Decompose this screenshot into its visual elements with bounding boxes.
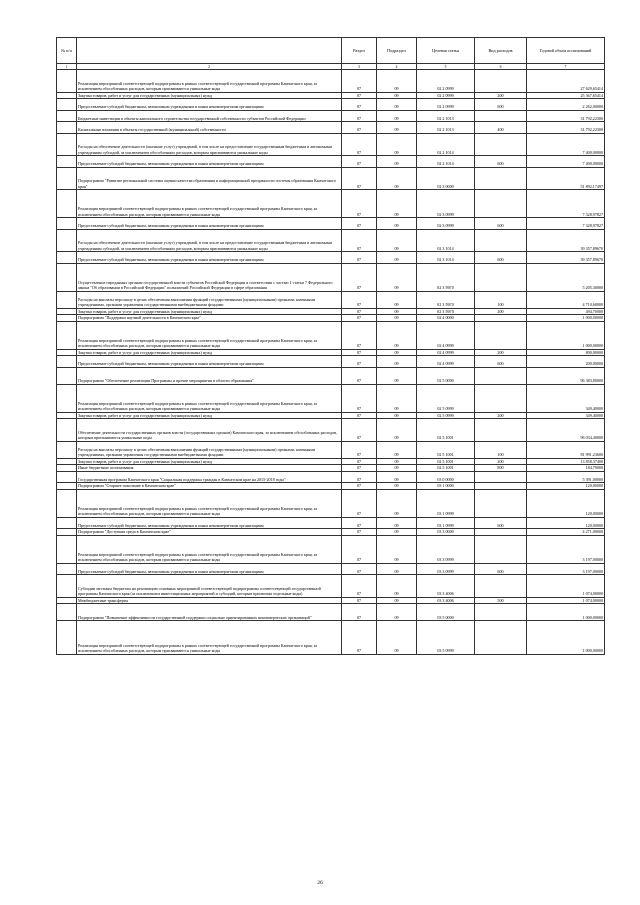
budget-table: [56, 37, 605, 655]
target-article-cell: 03 3 0000: [417, 529, 475, 536]
row-number-cell: [57, 604, 77, 621]
target-article-cell: 03 3 0999: [417, 563, 475, 575]
table-row: [57, 263, 605, 291]
table-row: [57, 291, 605, 308]
amount-cell: 96 034,40000: [527, 419, 605, 442]
razdel-cell: 07: [342, 190, 377, 218]
table-row: [57, 419, 605, 442]
header-name: [77, 38, 342, 64]
row-number-cell: [57, 291, 77, 308]
razdel-cell: 07: [342, 597, 377, 604]
row-number-cell: [57, 263, 77, 291]
razdel-cell: 07: [342, 575, 377, 598]
amount-cell: 7 328,97827: [527, 190, 605, 218]
table-row: [57, 252, 605, 264]
expense-name-cell: Предоставление субсидий бюджетным, автономным учреждениям и иным некоммерческим организациям: [77, 563, 342, 575]
expense-type-cell: [475, 384, 527, 412]
expense-name-cell: Подпрограмма "Развитие региональной системы оценки качества образования и информационной прозрачности системы образования Камчатского края": [77, 167, 342, 190]
table-body: [57, 70, 605, 655]
target-article-cell: 02 5 1001: [417, 419, 475, 442]
podrazdel-cell: 09: [377, 133, 417, 156]
row-number-cell: [57, 517, 77, 529]
amount-cell: 120,00000: [527, 517, 605, 529]
table-row: [57, 489, 605, 517]
expense-name-cell: Капитальные вложения в объекты государственной (муниципальной) собственности: [77, 122, 342, 134]
expense-name-cell: Расходы на выплаты персоналу в целях обеспечения выполнения функций государственными (муниципальными) органами, казенными учреждениями, органами управления государственными внебюджетными фондами: [77, 441, 342, 458]
table-row: [57, 133, 605, 156]
expense-type-cell: 400: [475, 122, 527, 134]
razdel-cell: 07: [342, 465, 377, 472]
amount-cell: 5 205,30000: [527, 263, 605, 291]
page-number: 26: [317, 880, 323, 886]
target-article-cell: 03 0 0000: [417, 471, 475, 483]
podrazdel-cell: 09: [377, 356, 417, 368]
podrazdel-cell: 09: [377, 263, 417, 291]
amount-cell: 13 858,37400: [527, 458, 605, 465]
expense-name-cell: Подпрограмма "Обеспечение реализации Программы и прочие мероприятия в области образования": [77, 367, 342, 384]
podrazdel-cell: 09: [377, 99, 417, 111]
podrazdel-cell: 09: [377, 517, 417, 529]
razdel-cell: 07: [342, 229, 377, 252]
column-number: 5: [417, 64, 475, 70]
row-number-cell: [57, 252, 77, 264]
podrazdel-cell: 09: [377, 349, 417, 356]
razdel-cell: 07: [342, 92, 377, 99]
target-article-cell: 02 2 0999: [417, 70, 475, 93]
target-article-cell: 02 5 0999: [417, 384, 475, 412]
table-row: [57, 70, 605, 93]
target-article-cell: 03 1 0999: [417, 517, 475, 529]
expense-name-cell: Обеспечение деятельности государственных органов власти (государственных органов) Камчатского края, за исключением обособленных расходов, которым присваиваются уникальные коды: [77, 419, 342, 442]
amount-cell: 200,00000: [527, 356, 605, 368]
expense-name-cell: Предоставление субсидий бюджетным, автономным учреждениям и иным некоммерческим организациям: [77, 517, 342, 529]
expense-name-cell: Предоставление субсидий бюджетным, автономным учреждениям и иным некоммерческим организациям: [77, 156, 342, 168]
razdel-cell: 07: [342, 99, 377, 111]
expense-type-cell: [475, 70, 527, 93]
target-article-cell: 02 2 0999: [417, 92, 475, 99]
razdel-cell: 07: [342, 252, 377, 264]
expense-name-cell: Закупка товаров, работ и услуг для государственных (муниципальных) нужд: [77, 412, 342, 419]
podrazdel-cell: 09: [377, 597, 417, 604]
row-number-cell: [57, 384, 77, 412]
row-number-cell: [57, 156, 77, 168]
table-row: [57, 190, 605, 218]
expense-name-cell: Закупка товаров, работ и услуг для государственных (муниципальных) нужд: [77, 308, 342, 315]
expense-type-cell: 100: [475, 441, 527, 458]
expense-name-cell: Реализация мероприятий соответствующей подпрограммы в рамках соответствующей государственной программы Камчатского края, за исключением обособленных расходов, которым присваиваются уникальные коды: [77, 70, 342, 93]
expense-type-cell: 200: [475, 92, 527, 99]
razdel-cell: 07: [342, 517, 377, 529]
razdel-cell: 07: [342, 535, 377, 563]
target-article-cell: 02 2 1014: [417, 133, 475, 156]
row-number-cell: [57, 122, 77, 134]
podrazdel-cell: 09: [377, 529, 417, 536]
row-number-cell: [57, 563, 77, 575]
target-article-cell: 02 3 1014: [417, 229, 475, 252]
razdel-cell: 07: [342, 349, 377, 356]
target-article-cell: 03 1 0999: [417, 489, 475, 517]
target-article-cell: 03 3 4006: [417, 575, 475, 598]
row-number-cell: [57, 367, 77, 384]
razdel-cell: 07: [342, 263, 377, 291]
podrazdel-cell: 09: [377, 563, 417, 575]
expense-type-cell: 800: [475, 465, 527, 472]
table-row: [57, 384, 605, 412]
target-article-cell: 03 3 0999: [417, 535, 475, 563]
target-article-cell: 02 4 0999: [417, 321, 475, 349]
expense-type-cell: [475, 604, 527, 621]
column-number: 4: [377, 64, 417, 70]
expense-name-cell: Расходы на обеспечение деятельности (оказание услуг) учреждений, в том числе на предоставление государственным бюджетным и автономным учреждениям субсидий, за исключением обособленных расходов, которым присваиваются уникальные коды: [77, 229, 342, 252]
expense-name-cell: Расходы на выплаты персоналу в целях обеспечения выполнения функций государственными (муниципальными) органами, казенными учреждениями, органами управления государственными внебюджетными фондами: [77, 291, 342, 308]
row-number-cell: [57, 321, 77, 349]
row-number-cell: [57, 471, 77, 483]
amount-cell: 7 400,00000: [527, 133, 605, 156]
row-number-cell: [57, 133, 77, 156]
row-number-cell: [57, 167, 77, 190]
expense-name-cell: Государственная программа Камчатского края "Социальная поддержка граждан в Камчатском крае на 2015-2018 годы": [77, 471, 342, 483]
podrazdel-cell: 09: [377, 441, 417, 458]
razdel-cell: 07: [342, 458, 377, 465]
table-row: [57, 575, 605, 598]
expense-name-cell: Реализация мероприятий соответствующей подпрограммы в рамках соответствующей государственной программы Камчатского края, за исключением обособленных расходов, которым присваиваются уникальные коды: [77, 190, 342, 218]
expense-type-cell: 600: [475, 563, 527, 575]
expense-name-cell: Предоставление субсидий бюджетным, автономным учреждениям и иным некоммерческим организациям: [77, 218, 342, 230]
table-row: [57, 367, 605, 384]
podrazdel-cell: 09: [377, 483, 417, 490]
razdel-cell: 07: [342, 529, 377, 536]
expense-type-cell: [475, 367, 527, 384]
target-article-cell: 02 3 59Г0: [417, 263, 475, 291]
razdel-cell: 07: [342, 70, 377, 93]
razdel-cell: 07: [342, 604, 377, 621]
header-annual-amount: Годовой объем ассигнований: [527, 38, 605, 64]
target-article-cell: 02 4 0000: [417, 315, 475, 322]
target-article-cell: 02 3 59Г0: [417, 308, 475, 315]
amount-cell: 1 000,00000: [527, 604, 605, 621]
expense-type-cell: 600: [475, 252, 527, 264]
podrazdel-cell: 09: [377, 122, 417, 134]
amount-cell: 120,00000: [527, 489, 605, 517]
amount-cell: 120,00000: [527, 483, 605, 490]
row-number-cell: [57, 218, 77, 230]
expense-name-cell: Расходы на обеспечение деятельности (оказание услуг) учреждений, в том числе на предоставление государственным бюджетным и автономным учреждениям субсидий, за исключением обособленных расходов, которым присваиваются уникальные коды: [77, 133, 342, 156]
expense-type-cell: [475, 471, 527, 483]
amount-cell: 5 391,00000: [527, 471, 605, 483]
target-article-cell: 02 2 1014: [417, 156, 475, 168]
razdel-cell: 07: [342, 384, 377, 412]
column-number: 1: [57, 64, 77, 70]
expense-name-cell: Межбюджетные трансферты: [77, 597, 342, 604]
expense-name-cell: Иные бюджетные ассигнования: [77, 465, 342, 472]
row-number-cell: [57, 229, 77, 252]
podrazdel-cell: 09: [377, 489, 417, 517]
amount-cell: 494,70000: [527, 308, 605, 315]
amount-cell: 27 629,65414: [527, 70, 605, 93]
razdel-cell: 07: [342, 315, 377, 322]
expense-type-cell: 100: [475, 291, 527, 308]
table-header-row: [57, 38, 605, 64]
target-article-cell: 03 1 0000: [417, 483, 475, 490]
expense-name-cell: Осуществление переданных органам государственной власти субъектов Российской Федерации в соответствии с частью 1 статьи 7 Федерального закона "Об образовании в Российской Федерации" полномочий Российской Федерации в сфере образования: [77, 263, 342, 291]
header-razdel: Раздел: [342, 38, 377, 64]
expense-name-cell: Подпрограмма "Доступная среда в Камчатском крае": [77, 529, 342, 536]
amount-cell: 1 074,00000: [527, 575, 605, 598]
table-row: [57, 356, 605, 368]
razdel-cell: 07: [342, 483, 377, 490]
amount-cell: 2 262,00000: [527, 99, 605, 111]
podrazdel-cell: 09: [377, 92, 417, 99]
row-number-cell: [57, 575, 77, 598]
expense-name-cell: Закупка товаров, работ и услуг для государственных (муниципальных) нужд: [77, 349, 342, 356]
target-article-cell: 02 5 0000: [417, 367, 475, 384]
amount-cell: 39 357,89670: [527, 252, 605, 264]
razdel-cell: 07: [342, 156, 377, 168]
header-target-article: Целевая статья: [417, 38, 475, 64]
row-number-cell: [57, 190, 77, 218]
amount-cell: 1 000,00000: [527, 315, 605, 322]
expense-type-cell: 600: [475, 356, 527, 368]
expense-name-cell: Реализация мероприятий соответствующей подпрограммы в рамках соответствующей государственной программы Камчатского края, за исключением обособленных расходов, которым присваиваются уникальные коды: [77, 384, 342, 412]
razdel-cell: 07: [342, 471, 377, 483]
razdel-cell: 07: [342, 122, 377, 134]
row-number-cell: [57, 99, 77, 111]
podrazdel-cell: 09: [377, 604, 417, 621]
expense-type-cell: [475, 535, 527, 563]
amount-cell: 800,00000: [527, 349, 605, 356]
target-article-cell: 03 3 4006: [417, 597, 475, 604]
amount-cell: 39 357,89670: [527, 229, 605, 252]
table-row: [57, 99, 605, 111]
amount-cell: 4 710,60000: [527, 291, 605, 308]
header-num: № п/п: [57, 38, 77, 64]
expense-name-cell: Бюджетные инвестиции в объекты капитального строительства государственной собственности субъектов Российской Федерации: [77, 110, 342, 122]
expense-type-cell: [475, 621, 527, 655]
podrazdel-cell: 09: [377, 291, 417, 308]
row-number-cell: [57, 419, 77, 442]
row-number-cell: [57, 110, 77, 122]
row-number-cell: [57, 621, 77, 655]
amount-cell: 3 197,00000: [527, 535, 605, 563]
amount-cell: 349,40000: [527, 412, 605, 419]
expense-name-cell: Подпрограмма "Старшее поколение в Камчатском крае": [77, 483, 342, 490]
expense-type-cell: [475, 110, 527, 122]
amount-cell: 96 383,80000: [527, 367, 605, 384]
razdel-cell: 07: [342, 489, 377, 517]
target-article-cell: 02 3 0999: [417, 190, 475, 218]
razdel-cell: 07: [342, 133, 377, 156]
expense-type-cell: 500: [475, 597, 527, 604]
expense-type-cell: 600: [475, 517, 527, 529]
amount-cell: 1 074,00000: [527, 597, 605, 604]
razdel-cell: 07: [342, 419, 377, 442]
podrazdel-cell: 09: [377, 190, 417, 218]
expense-type-cell: 600: [475, 156, 527, 168]
razdel-cell: 07: [342, 110, 377, 122]
razdel-cell: 07: [342, 356, 377, 368]
target-article-cell: 02 4 0999: [417, 349, 475, 356]
column-number: 3: [342, 64, 377, 70]
target-article-cell: 02 5 1001: [417, 465, 475, 472]
target-article-cell: 03 5 0999: [417, 621, 475, 655]
target-article-cell: 02 3 59Г0: [417, 291, 475, 308]
amount-cell: 349,40000: [527, 384, 605, 412]
table-row: [57, 563, 605, 575]
podrazdel-cell: 09: [377, 412, 417, 419]
podrazdel-cell: 09: [377, 110, 417, 122]
amount-cell: 31 792,22300: [527, 122, 605, 134]
expense-name-cell: Предоставление субсидий бюджетным, автономным учреждениям и иным некоммерческим организациям: [77, 356, 342, 368]
header-podrazdel: Подраздел: [377, 38, 417, 64]
expense-type-cell: 200: [475, 458, 527, 465]
podrazdel-cell: 09: [377, 621, 417, 655]
table-row: [57, 471, 605, 483]
expense-type-cell: 600: [475, 99, 527, 111]
table-row: [57, 321, 605, 349]
amount-cell: 31 792,22300: [527, 110, 605, 122]
table-row: [57, 167, 605, 190]
amount-cell: 3 197,00000: [527, 563, 605, 575]
expense-name-cell: Предоставление субсидий бюджетным, автономным учреждениям и иным некоммерческим организациям: [77, 99, 342, 111]
expense-type-cell: [475, 489, 527, 517]
podrazdel-cell: 09: [377, 384, 417, 412]
row-number-cell: [57, 70, 77, 93]
razdel-cell: 07: [342, 621, 377, 655]
podrazdel-cell: 09: [377, 419, 417, 442]
row-number-cell: [57, 535, 77, 563]
razdel-cell: 07: [342, 563, 377, 575]
target-article-cell: 02 2 1013: [417, 122, 475, 134]
expense-type-cell: [475, 167, 527, 190]
table-row: [57, 110, 605, 122]
expense-name-cell: Субсидии местным бюджетам на реализацию основных мероприятий соответствующей подпрограммы соответствующей государственной программы Камчатского края (за исключением инвестиционных мероприятий и субсидий, которым присвоены отдельные коды): [77, 575, 342, 598]
amount-cell: 1 000,00000: [527, 321, 605, 349]
podrazdel-cell: 09: [377, 229, 417, 252]
podrazdel-cell: 09: [377, 367, 417, 384]
amount-cell: 4 271,00000: [527, 529, 605, 536]
podrazdel-cell: 09: [377, 458, 417, 465]
table-row: [57, 604, 605, 621]
target-article-cell: 03 5 0000: [417, 604, 475, 621]
column-number: 7: [527, 64, 605, 70]
column-number: 6: [475, 64, 527, 70]
podrazdel-cell: 09: [377, 156, 417, 168]
table-row: [57, 218, 605, 230]
expense-type-cell: [475, 190, 527, 218]
expense-type-cell: 600: [475, 218, 527, 230]
table-row: [57, 621, 605, 655]
podrazdel-cell: 09: [377, 471, 417, 483]
table-row: [57, 156, 605, 168]
expense-name-cell: Подпрограмма "Повышение эффективности государственной поддержки социально ориентированных некоммерческих организаций": [77, 604, 342, 621]
podrazdel-cell: 09: [377, 167, 417, 190]
expense-type-cell: [475, 575, 527, 598]
amount-cell: 1 000,00000: [527, 621, 605, 655]
target-article-cell: 02 2 1013: [417, 110, 475, 122]
podrazdel-cell: 09: [377, 218, 417, 230]
table-row: [57, 122, 605, 134]
amount-cell: 81 991,23600: [527, 441, 605, 458]
column-number: 2: [77, 64, 342, 70]
podrazdel-cell: 09: [377, 70, 417, 93]
amount-cell: 184,79000: [527, 465, 605, 472]
expense-name-cell: Предоставление субсидий бюджетным, автономным учреждениям и иным некоммерческим организациям: [77, 252, 342, 264]
target-article-cell: 02 5 0999: [417, 412, 475, 419]
expense-name-cell: Закупка товаров, работ и услуг для государственных (муниципальных) нужд: [77, 92, 342, 99]
expense-name-cell: Реализация мероприятий соответствующей подпрограммы в рамках соответствующей государственной программы Камчатского края, за исключением обособленных расходов, которым присваиваются уникальные коды: [77, 489, 342, 517]
amount-cell: 7 328,97827: [527, 218, 605, 230]
target-article-cell: 02 3 0000: [417, 167, 475, 190]
razdel-cell: 07: [342, 308, 377, 315]
target-article-cell: 02 3 0999: [417, 218, 475, 230]
expense-type-cell: 200: [475, 349, 527, 356]
podrazdel-cell: 09: [377, 321, 417, 349]
expense-name-cell: Реализация мероприятий соответствующей подпрограммы в рамках соответствующей государственной программы Камчатского края, за исключением обособленных расходов, которым присваиваются уникальные коды: [77, 621, 342, 655]
header-expense-type: Вид расходов: [475, 38, 527, 64]
razdel-cell: 07: [342, 441, 377, 458]
row-number-cell: [57, 489, 77, 517]
expense-type-cell: [475, 229, 527, 252]
table-row: [57, 441, 605, 458]
target-article-cell: 02 5 1001: [417, 458, 475, 465]
amount-cell: 51 892,17497: [527, 167, 605, 190]
amount-cell: 7 400,00000: [527, 156, 605, 168]
podrazdel-cell: 09: [377, 252, 417, 264]
expense-name-cell: Подпрограмма "Поддержка научной деятельности в Камчатском крае": [77, 315, 342, 322]
target-article-cell: 02 2 0999: [417, 99, 475, 111]
podrazdel-cell: 09: [377, 535, 417, 563]
expense-name-cell: Реализация мероприятий соответствующей подпрограммы в рамках соответствующей государственной программы Камчатского края, за исключением обособленных расходов, которым присваиваются уникальные коды: [77, 535, 342, 563]
expense-type-cell: [475, 133, 527, 156]
razdel-cell: 07: [342, 321, 377, 349]
expense-type-cell: 200: [475, 412, 527, 419]
podrazdel-cell: 09: [377, 575, 417, 598]
podrazdel-cell: 09: [377, 465, 417, 472]
table-row: [57, 517, 605, 529]
row-number-cell: [57, 356, 77, 368]
expense-type-cell: 200: [475, 308, 527, 315]
expense-name-cell: Реализация мероприятий соответствующей подпрограммы в рамках соответствующей государственной программы Камчатского края, за исключением обособленных расходов, которым присваиваются уникальные коды: [77, 321, 342, 349]
table-row: [57, 535, 605, 563]
expense-name-cell: Закупка товаров, работ и услуг для государственных (муниципальных) нужд: [77, 458, 342, 465]
amount-cell: 25 367,65414: [527, 92, 605, 99]
table-row: [57, 229, 605, 252]
razdel-cell: 07: [342, 412, 377, 419]
target-article-cell: 02 5 1001: [417, 441, 475, 458]
expense-type-cell: [475, 419, 527, 442]
razdel-cell: 07: [342, 291, 377, 308]
podrazdel-cell: 09: [377, 315, 417, 322]
razdel-cell: 07: [342, 367, 377, 384]
podrazdel-cell: 09: [377, 308, 417, 315]
razdel-cell: 07: [342, 218, 377, 230]
expense-type-cell: [475, 263, 527, 291]
row-number-cell: [57, 441, 77, 458]
razdel-cell: 07: [342, 167, 377, 190]
expense-type-cell: [475, 321, 527, 349]
target-article-cell: 02 3 1014: [417, 252, 475, 264]
target-article-cell: 02 4 0999: [417, 356, 475, 368]
